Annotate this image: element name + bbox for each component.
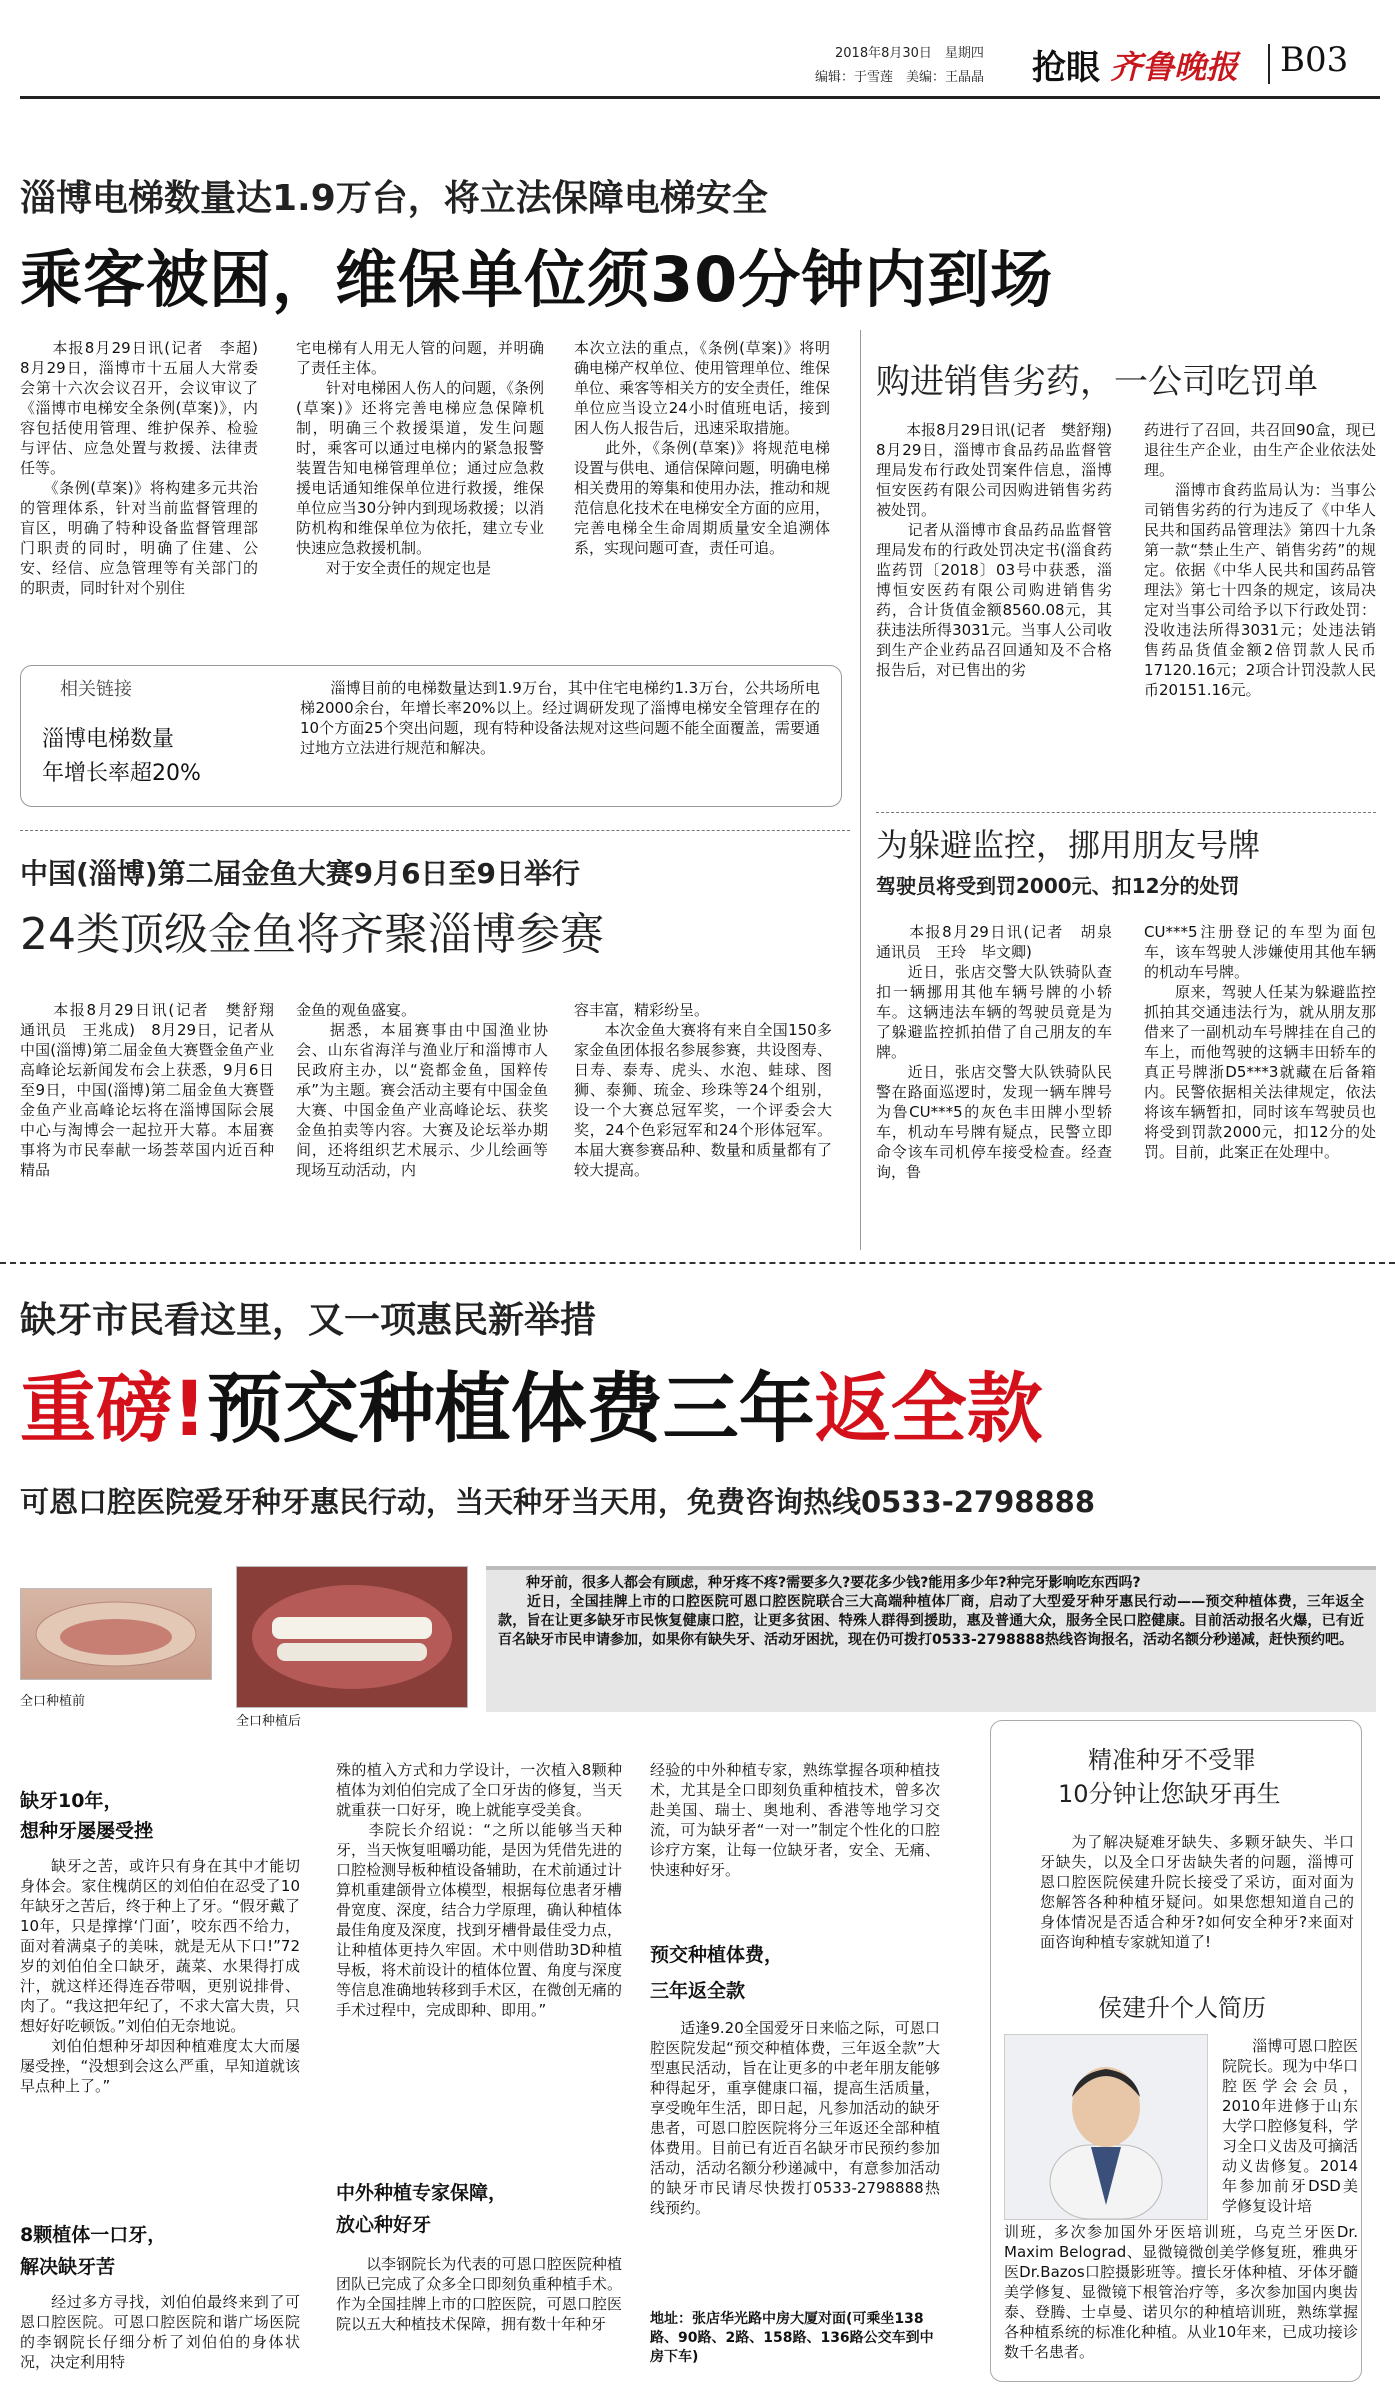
- ad-col3-heading2: 三年返全款: [650, 1980, 746, 2002]
- dentures-before-image: [21, 1589, 211, 1679]
- ad-intro-text: 种牙前，很多人都会有顾虑，种牙疼不疼?需要多久?要花多少钱?能用多少年?种完牙影响吃东西吗? 近日，全国挂牌上市的口腔医院可恩口腔医院联合三大高端种植体厂商，启动了大型爱牙种牙惠民行动——预交种植体费，三年返全款，旨在让更多缺牙市民恢复健康口腔，让更多贫困、特殊人群得到援助，惠及普通大众，服务全民口腔健康。目前活动报名火爆，已有近百名缺牙市民申请参加，如果你有缺失牙、活动牙困扰，现在仍可拨打0533-2798888热线咨询报名，活动名额分秒递减，赶快预约吧。: [498, 1575, 1364, 1648]
- photo-after-caption: 全口种植后: [236, 1714, 302, 1729]
- ad-side-text: 为了解决疑难牙缺失、多颗牙缺失、半口牙缺失，以及全口牙齿缺失者的问题，淄博可恩口腔医院侯建升院长接受了采访，面对面为您解答各种种植牙疑问。如果您想知道自己的身体情况是否适合种牙?如何安全种牙?来面对面咨询种植专家就知道了!: [1040, 1833, 1354, 1951]
- column-divider-right: [860, 330, 861, 1250]
- ad-col2-heading1: 中外种植专家保障，: [336, 2182, 508, 2204]
- story1-col2: 宅电梯有人用无人管的问题，并明确了责任主体。 针对电梯困人伤人的问题，《条例(草案)》还将完善电梯应急保障机制，明确三个救援渠道，发生问题时，乘客可以通过电梯内的紧急报警装置告知电梯管理单位；通过应急救援电话通知维保单位进行救援，维保单位应当30分钟内到现场救援；以消防机构和维保单位为依托，建立专业快速应急救援机制。 对于安全责任的规定也是: [296, 339, 544, 577]
- ad-col1-text: 缺牙之苦，或许只有身在其中才能切身体会。家住槐荫区的刘伯伯在忍受了10年缺牙之苦后，终于种上了牙。“假牙戴了10年，只是撑撑‘门面’，咬东西不给力，面对着满桌子的美味，就是无从下口!”72岁的刘伯伯全口缺牙，蔬菜、水果得打成汁，就这样还得连吞带咽，更别说排骨、肉了。“我这把年纪了，不求大富大贵，只想好好吃顿饭。”刘伯伯无奈地说。 刘伯伯想种牙却因种植难度太大而屡屡受挫，“没想到会这么严重，早知道就该早点种上了。”: [20, 1857, 300, 2095]
- story1-kicker: 淄博电梯数量达1.9万台，将立法保障电梯安全: [20, 178, 768, 219]
- story3-kicker: 中国(淄博)第二届金鱼大赛9月6日至9日举行: [20, 857, 581, 890]
- related-title2: 年增长率超20%: [42, 761, 201, 786]
- ad-col2-heading2: 放心种好牙: [336, 2214, 432, 2236]
- ad-address: 地址：张店华光路中房大厦对面(可乘坐138路、90路、2路、158路、136路公交车到中房下车): [650, 2311, 934, 2365]
- dentures-after-image: [237, 1567, 467, 1707]
- ad-bio-title: 侯建升个人简历: [1098, 1994, 1266, 2022]
- photo-after: [236, 1566, 468, 1708]
- ad-col3-heading1: 预交种植体费，: [650, 1944, 784, 1966]
- ad-col3-text2: 适逢9.20全国爱牙日来临之际，可恩口腔医院发起“预交种植体费，三年返全款”大型惠民活动，旨在让更多的中老年朋友能够种得起牙，重享健康口福，提高生活质量，享受晚年生活，即日起，凡参加活动的缺牙患者，可恩口腔医院将分三年返还全部种植体费用。目前已有近百名缺牙市民预约参加活动，活动名额分秒递减中，有意参加活动的缺牙市民请尽快拨打0533-2798888热线预约。: [650, 2019, 940, 2217]
- ad-headline-black: 预交种植体费三年: [206, 1364, 815, 1453]
- ad-bio-full: 训班，多次参加国外牙医培训班，乌克兰牙医Dr. Maxim Belograd、显微镜微创美学修复班，雅典牙医Dr.Bazos口腔摄影班等。擅长牙体种植、牙体牙髓美学修复、显微镜下根管治疗等，多次参加国内奥齿泰、登腾、士卓曼、诺贝尔的种植培训班，熟练掌握各种植系统的标准化种植。从业10年来，已成功接诊数千名患者。: [1004, 2223, 1363, 2361]
- ad-col1-heading1: 缺牙10年，: [20, 1790, 123, 1812]
- brand-logo: 齐鲁晚报: [1110, 48, 1239, 86]
- ad-tagline: 可恩口腔医院爱牙种牙惠民行动，当天种牙当天用，免费咨询热线0533-2798888: [20, 1485, 1095, 1519]
- story4-headline: 为躲避监控，挪用朋友号牌: [876, 826, 1261, 864]
- masthead-divider: [1268, 44, 1270, 84]
- ad-headline: [20, 1364, 1043, 1454]
- doctor-portrait-image: [1005, 2035, 1207, 2219]
- ad-side-heading2: 10分钟让您缺牙再生: [1058, 1780, 1281, 1808]
- doctor-portrait: [1004, 2034, 1208, 2220]
- ad-col2-text: 殊的植入方式和力学设计，一次植入8颗种植体为刘伯伯完成了全口牙齿的修复，当天就重获一口好牙，晚上就能享受美食。 李院长介绍说：“之所以能够当天种牙，当天恢复咀嚼功能，是因为凭借先进的口腔检测导板种植设备辅助，在术前通过计算机重建颌骨立体模型，根据每位患者牙槽骨宽度、深度，结合力学原理，确认种植体最佳角度及深度，找到牙槽骨最佳受力点，让种植体更持久牢固。术中则借助3D种植导板，将术前设计的植体位置、角度与深度等信息准确地转移到手术区，在微创无痛的手术过程中，完成即种、即用。”: [336, 1761, 622, 2019]
- story2-col1: 本报8月29日讯(记者 樊舒翔) 8月29日，淄博市食品药品监督管理局发布行政处罚案件信息，淄博恒安医药有限公司因购进销售劣药被处罚。 记者从淄博市食品药品监督管理局发布的行政处罚决定书(淄食药监药罚〔2018〕03号中获悉，淄博恒安医药有限公司购进销售劣药，合计货值金额8560.08元，其获违法所得3031元。当事人公司收到生产企业药品召回通知及不合格报告后，对已售出的劣: [876, 421, 1112, 679]
- story3-headline: 24类顶级金鱼将齐聚淄博参赛: [20, 909, 604, 960]
- story1-col1: 本报8月29日讯(记者 李超) 8月29日，淄博市十五届人大常委会第十六次会议召开，会议审议了《淄博市电梯安全条例(草案)》，内容包括使用管理、维护保养、检验与评估、应急处置与救援、法律责任等。 《条例(草案)》将构建多元共治的管理体系，针对当前监督管理的盲区，明确了特种设备监督管理部门职责的同时，明确了住建、公安、经信、应急管理等有关部门的的职责，同时针对个别住: [20, 339, 258, 597]
- story2-headline: 购进销售劣药，一公司吃罚单: [876, 362, 1318, 402]
- ad-headline-red1: 重磅!: [20, 1364, 207, 1453]
- page-date: 2018年8月30日 星期四: [835, 46, 984, 61]
- ad-top-divider: [0, 1262, 1395, 1264]
- ad-side-heading1: 精准种牙不受罪: [1088, 1746, 1256, 1774]
- masthead-rule: [20, 96, 1380, 99]
- story1-bottom-divider: [20, 830, 850, 831]
- page-editor: 编辑：于雪莲 美编：王晶晶: [815, 70, 985, 85]
- related-label: 相关链接: [60, 679, 132, 700]
- photo-before-caption: 全口种植前: [20, 1694, 86, 1709]
- related-title1: 淄博电梯数量: [42, 727, 175, 752]
- section-name: 抢眼: [1032, 48, 1100, 88]
- story3-col1: 本报8月29日讯(记者 樊舒翔 通讯员 王兆成) 8月29日，记者从中国(淄博)第二届金鱼大赛暨金鱼产业高峰论坛新闻发布会上获悉，9月6日至9日，中国(淄博)第二届金鱼大赛暨金鱼产业高峰论坛将在淄博国际会展中心与淘博会一起拉开大幕。本届赛事将为市民奉献一场荟萃国内近百种精品: [20, 1001, 290, 1179]
- story4-subhead: 驾驶员将受到罚2000元、扣12分的处罚: [876, 874, 1240, 898]
- ad-col2-text2: 以李钢院长为代表的可恩口腔医院种植团队已完成了众多全口即刻负重种植手术。作为全国挂牌上市的口腔医院，可恩口腔医院以五大种植技术保障，拥有数十年种牙: [336, 2255, 622, 2333]
- story1-headline: 乘客被困，维保单位须30分钟内到场: [20, 243, 1054, 316]
- story4-col1: 本报8月29日讯(记者 胡泉 通讯员 王玲 毕文卿) 近日，张店交警大队铁骑队查扣一辆挪用其他车辆号牌的小轿车。这辆违法车辆的驾驶员竟是为了躲避监控抓拍借了自己朋友的车牌。 近日，张店交警大队铁骑队民警在路面巡逻时，发现一辆车牌号为鲁CU***5的灰色丰田牌小型轿车，机动车号牌有疑点，民警立即命令该车司机停车接受检查。经查询，鲁: [876, 923, 1112, 1181]
- ad-headline-red2: 返全款: [814, 1364, 1043, 1453]
- photo-before: [20, 1588, 212, 1680]
- story4-col2: CU***5注册登记的车型为面包车，该车驾驶人涉嫌使用其他车辆的机动车号牌。 原来，驾驶人任某为躲避监控抓拍其交通违法行为，就从朋友那借来了一副机动车号牌挂在自己的车上，而他驾驶的这辆丰田轿车的真正号牌浙D5***3就藏在后备箱内。民警依据相关法律规定，依法将该车辆暂扣，同时该车驾驶员也将受到罚款2000元，扣12分的处罚。目前，此案正在处理中。: [1144, 923, 1376, 1161]
- ad-kicker: 缺牙市民看这里，又一项惠民新举措: [20, 1300, 597, 1341]
- story3-col2: 金鱼的观鱼盛宴。 据悉，本届赛事由中国渔业协会、山东省海洋与渔业厅和淄博市人民政府主办，以“瓷都金鱼，国粹传承”为主题。赛会活动主要有中国金鱼大赛、中国金鱼产业高峰论坛、获奖金鱼拍卖等内容。大赛及论坛举办期间，还将组织艺术展示、少儿绘画等现场互动活动，内: [296, 1001, 548, 1179]
- page-number: B03: [1280, 40, 1349, 80]
- ad-bio-right: 淄博可恩口腔医院院长。现为中华口腔医学会会员，2010年进修于山东大学口腔修复科，学习全口义齿及可摘活动义齿修复。2014年参加前牙DSD美学修复设计培: [1222, 2037, 1358, 2215]
- ad-col1-heading3: 8颗植体一口牙，: [20, 2224, 167, 2246]
- story3-col3: 容丰富，精彩纷呈。 本次金鱼大赛将有来自全国150多家金鱼团体报名参展参赛，共设图寿、日寿、泰寿、虎头、水泡、蛙球、图狮、泰狮、琉金、珍珠等24个组别，设一个大赛总冠军奖，一个评委会大奖，24个色彩冠军和24个形体冠军。本届大赛参赛品种、数量和质量都有了较大提高。: [574, 1001, 832, 1179]
- story2-col2: 药进行了召回，共召回90盒，现已退往生产企业，由生产企业依法处理。 淄博市食药监局认为：当事公司销售劣药的行为违反了《中华人民共和国药品管理法》第四十九条第一款“禁止生产、销售劣药”的规定。依据《中华人民共和国药品管理法》第七十四条的规定，该局决定对当事公司给予以下行政处罚：没收违法所得3031元；处违法销售药品货值金额2倍罚款人民币17120.16元；2项合计罚没款人民币20151.16元。: [1144, 421, 1376, 699]
- ad-col1-heading2: 想种牙屡屡受挫: [20, 1820, 154, 1842]
- ad-col1-text2: 经过多方寻找，刘伯伯最终来到了可恩口腔医院。可恩口腔医院和谐广场医院的李钢院长仔细分析了刘伯伯的身体状况，决定利用特: [20, 2293, 300, 2371]
- ad-col1-heading4: 解决缺牙苦: [20, 2256, 116, 2278]
- story1-col3: 本次立法的重点，《条例(草案)》将明确电梯产权单位、使用管理单位、维保单位、乘客等相关方的安全责任，维保单位应当设立24小时值班电话，接到困人伤人报告后，迅速采取措施。 此外，《条例(草案)》将规范电梯设置与供电、通信保障问题，明确电梯相关费用的筹集和使用办法，推动和规范信息化技术在电梯安全方面的应用，完善电梯全生命周期质量安全追溯体系，实现问题可查，责任可追。: [574, 339, 830, 557]
- story2-bottom-divider: [876, 812, 1376, 813]
- ad-col3-text: 经验的中外种植专家，熟练掌握各项种植技术，尤其是全口即刻负重种植技术，曾多次赴美国、瑞士、奥地利、香港等地学习交流，可为缺牙者“一对一”制定个性化的口腔诊疗方案，让每一位缺牙者，安全、无痛、快速种好牙。: [650, 1761, 940, 1879]
- related-text: 淄博目前的电梯数量达到1.9万台，其中住宅电梯约1.3万台，公共场所电梯2000余台，年增长率20%以上。经过调研发现了淄博电梯安全管理存在的10个方面25个突出问题，现有特种设备法规对这些问题不能全面覆盖，需要通过地方立法进行规范和解决。: [300, 679, 820, 757]
